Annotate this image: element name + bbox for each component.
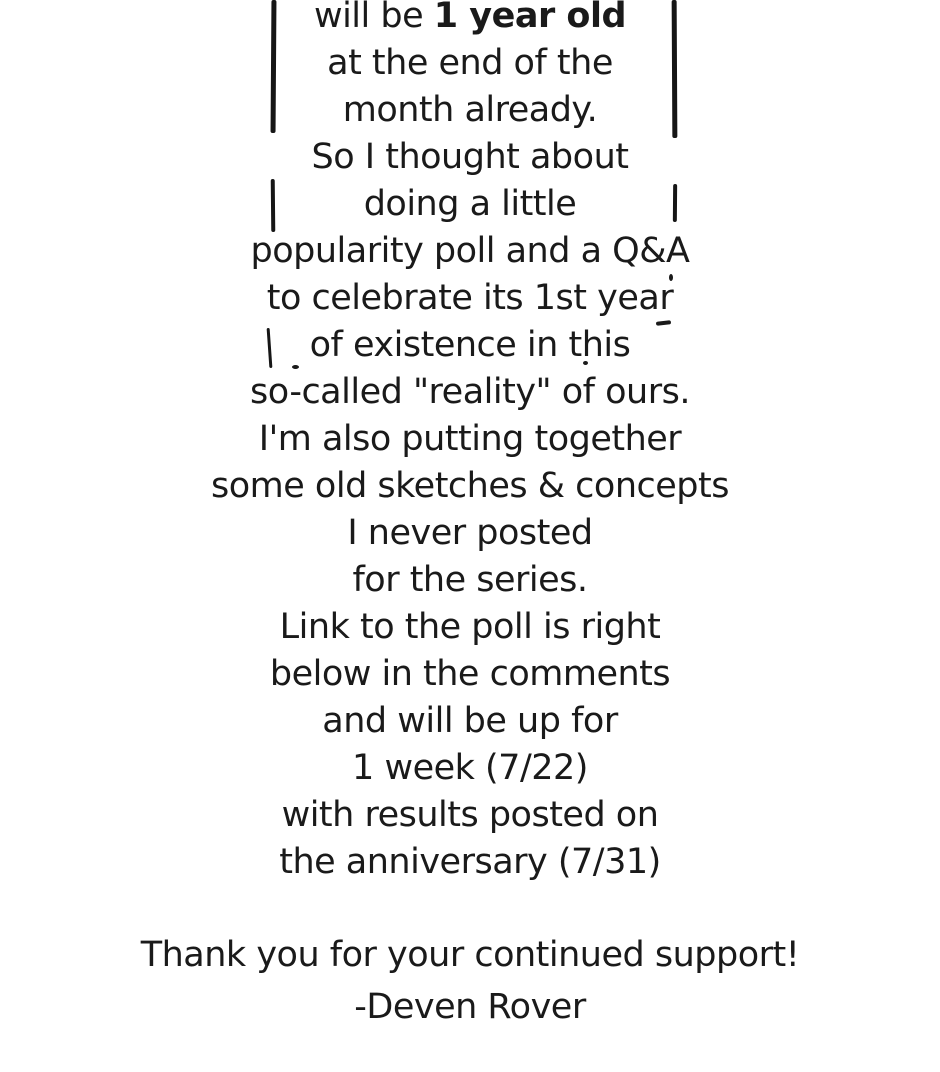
announcement-line: Link to the poll is right	[279, 607, 661, 647]
announcement-line: with results posted on	[281, 795, 659, 835]
announcement-line: the anniversary (7/31)	[279, 842, 661, 882]
announcement-line: to celebrate its 1st year	[266, 278, 674, 318]
announcement-line: doing a little	[363, 184, 577, 224]
announcement-line: So I thought about	[311, 137, 629, 177]
announcement-line: for the series.	[352, 560, 588, 600]
thanks-line: Thank you for your continued support!	[140, 935, 800, 975]
announcement-line: 1 week (7/22)	[352, 748, 588, 788]
closing-block	[0, 929, 940, 1033]
announcement-line	[0, 0, 940, 40]
announcement-line-normal-text: will be	[313, 0, 434, 36]
signature-line: -Deven Rover	[354, 987, 586, 1027]
announcement-line: month already.	[342, 90, 598, 130]
announcement-line: popularity poll and a Q&A	[250, 231, 690, 271]
announcement-line: below in the comments	[269, 654, 671, 694]
announcement-line: some old sketches & concepts	[211, 466, 729, 506]
announcement-line: I never posted	[347, 513, 593, 553]
announcement-line: at the end of the	[327, 43, 613, 83]
announcement-line: of existence in this	[309, 325, 631, 365]
announcement-line: so-called "reality" of ours.	[250, 372, 690, 412]
announcement-line-bold-text: 1 year old	[433, 0, 627, 36]
announcement-line: and will be up for	[322, 701, 618, 741]
announcement-line: I'm also putting together	[258, 419, 682, 459]
